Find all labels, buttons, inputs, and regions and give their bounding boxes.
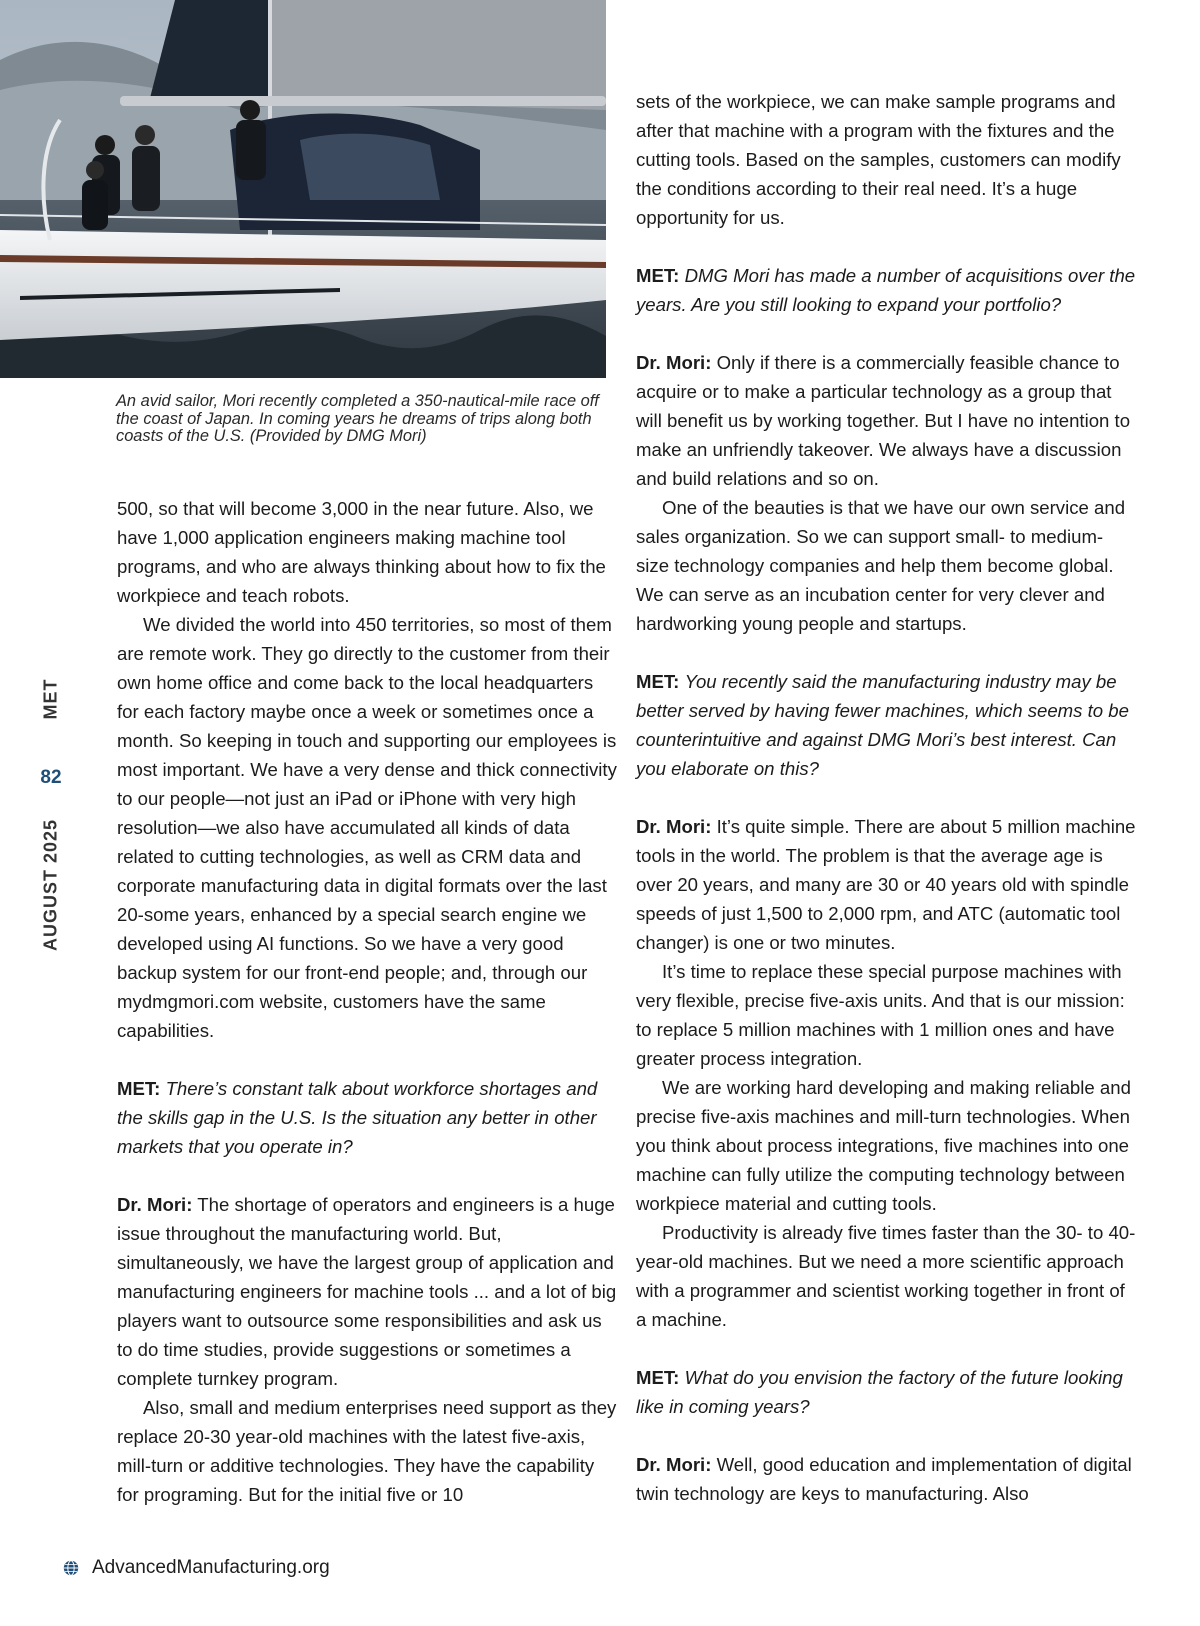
page-number: 82 — [40, 767, 62, 788]
paragraph: Productivity is already five times faster than the 30- to 40-year-old machines. But we need a more scientific approach with a programmer and scientist working together in front of a machine. — [636, 1222, 1136, 1330]
footer — [63, 1557, 330, 1579]
answer — [636, 812, 1136, 957]
paragraph: It’s time to replace these special purpose machines with very flexible, precise five-axis units. And that is our mission: to replace 5 million machines with 1 million ones and have greater process integration. — [636, 961, 1125, 1069]
website-link[interactable]: AdvancedManufacturing.org — [92, 1557, 330, 1578]
speaker-label: MET: — [636, 1367, 680, 1388]
photo-caption: An avid sailor, Mori recently completed a 350-nautical-mile race off the coast of Japan. In coming years he dreams of trips along both coasts of the U.S. (Provided by DMG Mori) — [116, 392, 599, 446]
magazine-name: MET — [40, 678, 61, 720]
globe-icon — [63, 1560, 79, 1576]
paragraph: sets of the workpiece, we can make sample programs and after that machine with a program with the fixtures and the cutting tools. Based on the samples, customers can modify the conditions according to their real need. It’s a huge opportunity for us. — [636, 91, 1121, 228]
side-folio — [36, 660, 66, 980]
question-text: DMG Mori has made a number of acquisitions over the years. Are you still looking to expand your portfolio? — [636, 265, 1136, 315]
sailboat-photo — [0, 0, 606, 378]
paragraph: We divided the world into 450 territories, so most of them are remote work. They go directly to the customer from their own home office and come back to the local headquarters for each factory maybe once a week or sometimes once a month. So keeping in touch and supporting our employees is most important. We have a very dense and thick connectivity to our people—not just an iPad or iPhone with very high resolution—we also have accumulated all kinds of data related to cutting technologies, as well as CRM data and corporate manufacturing data in digital formats over the last 20-some years, enhanced by a special search engine we developed using AI functions. So we have a very good backup system for our front-end people; and, through our mydmgmori.com website, customers have the same capabilities. — [117, 614, 617, 1041]
speaker-label: Dr. Mori: — [117, 1194, 193, 1215]
left-column — [117, 494, 617, 1509]
answer-text: The shortage of operators and engineers is a huge issue throughout the manufacturing world. But, simultaneously, we have the largest group of application and manufacturing engineers for machine tools ... and a lot of big players want to outsource some responsibilities and ask us to do time studies, provide suggestions or sometimes a complete turnkey program. — [117, 1194, 617, 1389]
issue-date: AUGUST 2025 — [40, 818, 61, 952]
speaker-label: MET: — [636, 265, 680, 286]
paragraph: 500, so that will become 3,000 in the near future. Also, we have 1,000 application engineers making machine tool programs, and who are always thinking about how to fix the workpiece and teach robots. — [117, 498, 606, 606]
answer — [117, 1190, 617, 1393]
paragraph: One of the beauties is that we have our own service and sales organization. So we can support small- to medium-size technology companies and help them become global. We can serve as an incubation center for very clever and hardworking young people and startups. — [636, 497, 1126, 634]
speaker-label: Dr. Mori: — [636, 352, 712, 373]
question-text: What do you envision the factory of the future looking like in coming years? — [636, 1367, 1123, 1417]
answer-text: Well, good education and implementation of digital twin technology are keys to manufacturing. Also — [636, 1454, 1132, 1504]
paragraph: Also, small and medium enterprises need support as they replace 20-30 year-old machines with the latest five-axis, mill-turn or additive technologies. They have the capability for programing. But for the initial five or 10 — [117, 1397, 617, 1505]
paragraph: We are working hard developing and making reliable and precise five-axis machines and mill-turn technologies. When you think about process integrations, five machines into one machine can fully utilize the computing technology between workpiece material and cutting tools. — [636, 1077, 1131, 1214]
question-text: You recently said the manufacturing industry may be better served by having fewer machines, which seems to be counterintuitive and against DMG Mori’s best interest. Can you elaborate on this? — [636, 671, 1129, 779]
answer-text: Only if there is a commercially feasible chance to acquire or to make a particular technology as a group that will benefit us by working together. But I have no intention to make an unfriendly takeover. We always have a discussion and build relations and so on. — [636, 352, 1131, 489]
speaker-label: MET: — [117, 1078, 161, 1099]
question — [636, 261, 1136, 319]
speaker-label: Dr. Mori: — [636, 1454, 712, 1475]
right-column — [636, 87, 1136, 1508]
answer — [636, 1450, 1136, 1508]
speaker-label: Dr. Mori: — [636, 816, 712, 837]
answer — [636, 348, 1136, 493]
answer-text: It’s quite simple. There are about 5 million machine tools in the world. The problem is that the average age is over 20 years, and many are 30 or 40 years old with spindle speeds of just 1,500 to 2,000 rpm, and ATC (automatic tool changer) is one or two minutes. — [636, 816, 1136, 953]
question — [636, 667, 1136, 783]
question-text: There’s constant talk about workforce shortages and the skills gap in the U.S. Is the situation any better in other markets that you operate in? — [117, 1078, 598, 1157]
question — [117, 1074, 617, 1161]
question — [636, 1363, 1136, 1421]
speaker-label: MET: — [636, 671, 680, 692]
